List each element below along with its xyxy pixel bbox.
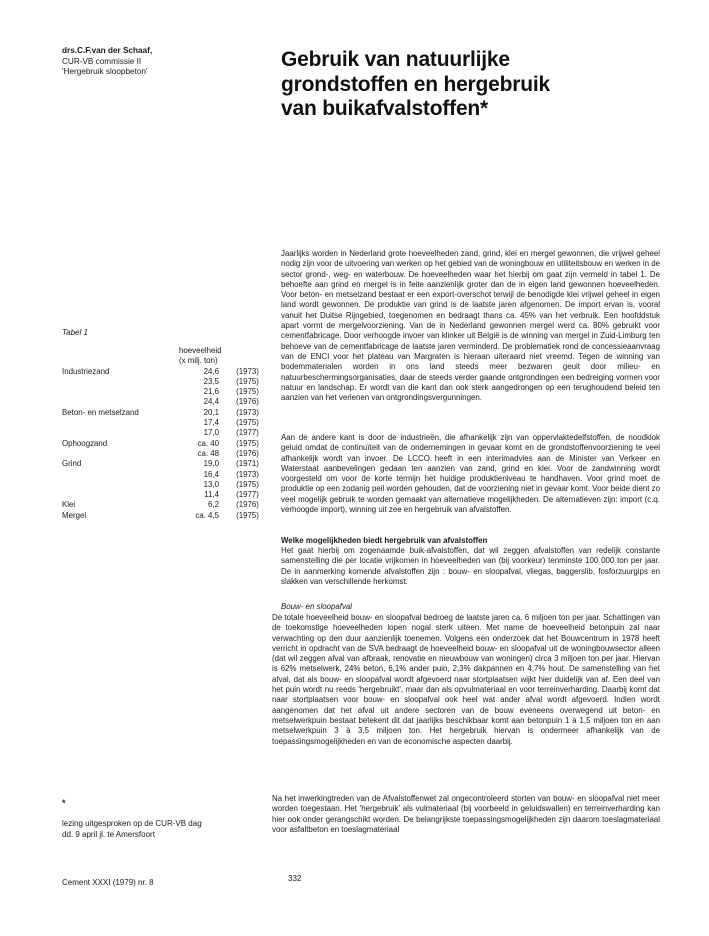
table-cell-quantity: ca. 4,5 [195,510,219,520]
title-line-1: Gebruik van natuurlijke [281,48,510,71]
table-row [62,459,272,469]
table-cell-quantity: 24,6 [203,366,219,376]
table-row [62,418,272,428]
table-row [62,387,272,397]
table-row [62,377,272,387]
table-cell-quantity: 21,6 [203,387,219,397]
body-paragraph-1: Jaarlijks worden in Nederland grote hoeveelheden zand, grind, klei en mergel gewonnen, die vrijwel geheel nodig zijn voor de uitvoering van werken op het gebied van de woningbouw en utiliteitsbouw en werken in de sector grond-, weg- en waterbouw. De hoeveelheden waar het hierbij om gaat zijn vermeld in tabel 1. De behoefte aan grind en mergel is in feite aanzienlijk groter dan de in eigen land gewonnen hoeveelheden. Voor beton- en metselzand bestaat er een export-overschot terwijl de benodigde klei vrijwel geheel in eigen land wordt gewonnen. De produktie van grind is de laatste jaren afgenomen. De import ervan is, vooral vanuit het Duitse Rijngebied, toegenomen en bedraagt thans ca. 45% van het verbruik. Een hoofddstuk apart vormt de mergelvoorziening. Van de in Nederland gewonnen mergel werd ca. 80% gebruikt voor cementfabricage. Door verhoogde invoer van klinker uit België is de winning van mergel in Zuid-Limburg ten behoeve van de cementfabricage de laatste jaren verminderd. De problematiek rond de concessieaanvraag van de ENCI voor het plateau van Margraten is hieraan uiteraard niet vreemd. Tegen de winning van bodemmaterialen worden in ons land steeds meer bezwaren geuit door milieu- en natuurbeschermingsorganisaties, daar de steeds verder gaande ontgrondingen een bedreiging vormen voor natuur en landschap. Er wordt van die kant dan ook sterk aangedrongen op een terughoudend beleid ten aanzien van het verlenen van ontgrondingsvergunningen. [281,249,660,403]
table-cell-year: (1973) [236,469,259,479]
body-paragraph-3: Het gaat hierbij om zogenaamde buik-afvalstoffen, dat wil zeggen afvalstoffen van redelijk constante samenstelling die per locatie vrijkomen in hoeveelheden van (bij voorkeur) tenminste 100 000 ton per jaar. De in aanmerking komende afvalstoffen zijn : bouw- en sloopafval, vliegas, baggerslib, fosforzuurgips en slakken van verschillende herkomst. [281,546,660,586]
table-cell-year: (1973) [236,407,259,417]
table-header-row [62,346,272,356]
table-cell-quantity: 20,1 [203,407,219,417]
table-cell-quantity: ca. 48 [197,448,219,458]
table-cell-material: Grind [62,459,82,469]
table-cell-quantity: 24,4 [203,397,219,407]
table-row [62,480,272,490]
table-cell-year: (1975) [236,479,259,489]
author-name: drs.C.F.van der Schaaf, [62,46,153,55]
table-cell-quantity: 16,4 [203,469,219,479]
subheading-bouw-sloopafval: Bouw- en sloopafval [281,602,353,611]
table-row [62,470,272,480]
article-title [281,48,681,122]
table-cell-quantity: 13,0 [203,479,219,489]
table-header-quantity: hoeveelheid [179,346,222,355]
table-row [62,500,272,510]
table-row [62,449,272,459]
footnote-line-1: lezing uitgesproken op de CUR-VB dag [62,818,202,828]
table-cell-quantity: 6,2 [208,500,219,510]
body-paragraph-4: De totale hoeveelheid bouw- en sloopafval bedroeg de laatste jaren ca. 6 miljoen ton per jaar. Schattingen van de toekomstige hoeveelheden lopen nogal sterk uiteen. Met name de hoeveelheid betonpuin zal naar verwachting op den duur aanzienlijk toenemen. Volgens een onderzoek dat het Bouwcentrum in 1978 heeft verricht in opdracht van de SVA bedraagt de hoeveelheid bouw- en sloopafval uit de woningbouwsector alleen (dat wil zeggen afval van afbraak, renovatie en nieuwbouw van woningen) circa 3 miljoen ton per jaar. Hiervan is 62% metselwerk, 24% beton, 6,1% ander puin, 2,3% dakpannen en 4,7% hout. De samenstelling van het afval, dat als bouw- en sloopafval wordt afgevoerd naar stortplaatsen wijkt hier duidelijk van af. Een deel van het puin wordt nu reeds 'hergebruikt', maar dan als opvulmateriaal en voor terreinverharding. Daarbij komt dat naar stortplaatsen voor bouw- en sloopafval ook heel wat ander afval wordt afgevoerd. Indien wordt aangenomen dat het afval uit andere sectoren van de bouw eveneens overwegend uit beton- en metselwerkpuin bestaat betekent dit dat jaarlijks beschikbaar komt aan betonpuin 1 à 1,5 miljoen ton en aan metselwerkpuin 3 à 3,5 miljoen ton. Het hergebruik hiervan is ondermeer afhankelijk van de toepassingsmogelijkheden en van de economische aspecten daarbij. [272,613,660,746]
title-line-3: van buikafvalstoffen* [281,97,489,120]
table-cell-year: (1975) [236,387,259,397]
table-row [62,439,272,449]
table-cell-quantity: 17,0 [203,428,219,438]
table-cell-quantity: 17,4 [203,418,219,428]
body-paragraph-5: Na het inwerkingtreden van de Afvalstoffenwet zal ongecontroleerd storten van bouw- en sloopafval niet meer worden toegestaan. Het 'hergebruik' als vulmateriaal (bij voorbeeld in geluidswallen) en terreinverharding kan hier ook onder gerangschikt worden. De belangrijkste toepassingsmogelijkheden zijn daarom toeslagmateriaal voor asfaltbeton en toeslagmateriaal [272,794,660,834]
table-row [62,428,272,438]
table-cell-material: Ophoogzand [62,438,108,448]
table-cell-material: Klei [62,500,76,510]
table-cell-year: (1976) [236,448,259,458]
section-heading-afvalstoffen: Welke mogelijkheden biedt hergebruik van afvalstoffen [281,536,488,545]
table-row [62,490,272,500]
table-cell-year: (1971) [236,459,259,469]
table-cell-year: (1977) [236,428,259,438]
table-body [62,367,272,521]
table-label: Tabel 1 [62,328,88,337]
table-row [62,511,272,521]
table-cell-year: (1977) [236,490,259,500]
table-cell-quantity: 11,4 [204,490,219,500]
table-cell-material: Mergel [62,510,87,520]
body-paragraph-2: Aan de andere kant is door de industrieën, die afhankelijk zijn van oppervlaktedelfstoffen, de noodklok geluid omdat de continuïteit van de ondernemingen in gevaar komt en de grondstoffenvoorziening te veel afhankelijk wordt van invoer. De LCCO heeft in een interimadvies aan de Minister van Verkeer en Waterstaat aanbevelingen gedaan ten aanzien van zand, grind en klei. Voor de zandwinning wordt voorgesteld om voor de korte termijn het huidige produktieniveau te handhaven. Voor grind moet de produktie op een zodanig peil worden gehouden, dat de voorziening niet in gevaar komt. Voor beide dient zo veel mogelijk gebruik te worden gemaakt van alternatieve mogelijkheden. De alternatieven zijn: import (c.q. verhoogde import), winning uit zee en hergebruik van afvalstoffen. [281,433,660,515]
table-cell-year: (1975) [236,376,259,386]
table-cell-year: (1976) [236,397,259,407]
title-line-2: grondstoffen en hergebruik [281,72,550,96]
table-cell-quantity: 23,5 [203,376,219,386]
journal-footer: Cement XXXI (1979) nr. 8 [62,878,154,887]
footnote [62,798,262,841]
footnote-marker: * [62,798,66,808]
author-affiliation: CUR-VB commissie II [62,56,142,66]
table-cell-year: (1975) [236,510,259,520]
page-number: 332 [288,874,302,883]
table-cell-quantity: 19,0 [203,459,219,469]
table-cell-quantity: ca. 40 [197,438,219,448]
table-row [62,397,272,407]
table-header-unit: (x milj. ton) [179,356,218,366]
footnote-line-2: dd. 9 april jl. te Amersfoort [62,830,155,839]
author-committee: 'Hergebruik sloopbeton' [62,67,148,76]
author-block [62,46,252,78]
table-1 [62,346,272,521]
table-row [62,367,272,377]
table-cell-material: Industriezand [62,366,110,376]
table-cell-year: (1973) [236,366,259,376]
table-cell-year: (1976) [236,500,259,510]
table-cell-year: (1975) [236,438,259,448]
table-cell-year: (1975) [236,418,259,428]
table-header-row-unit [62,356,272,366]
table-row [62,408,272,418]
table-cell-material: Beton- en metselzand [62,407,139,417]
